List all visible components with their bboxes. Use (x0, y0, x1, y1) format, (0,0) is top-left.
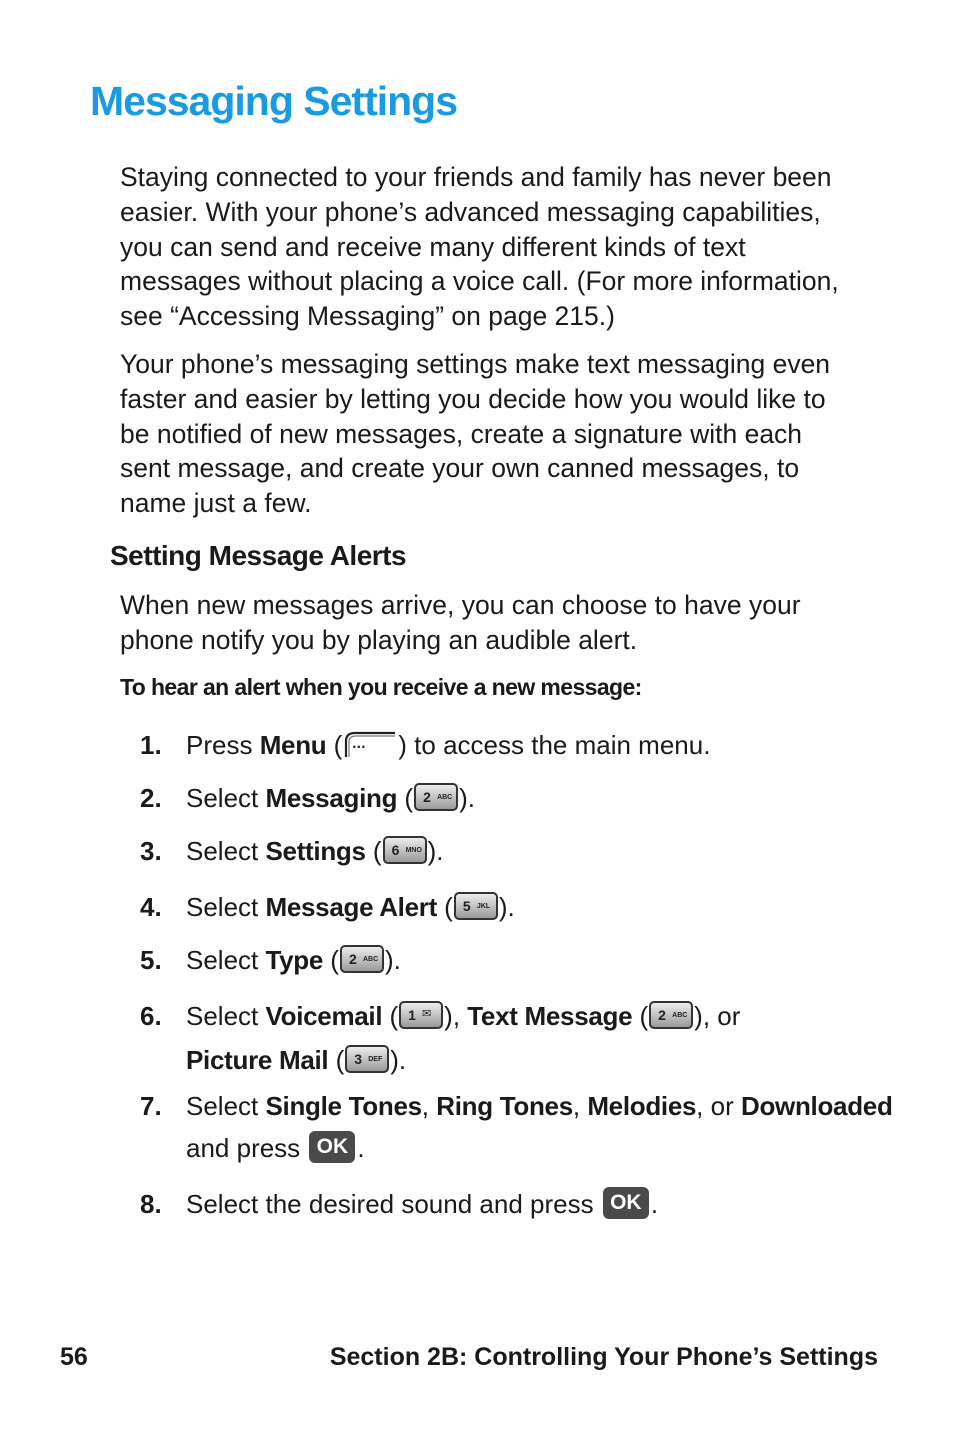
text-line: phone notify you by playing an audible alert. (120, 624, 638, 655)
menu-item-name: Voicemail (265, 1001, 383, 1031)
step-tail: Select the desired sound and press (186, 1189, 594, 1219)
option-name: Downloaded (740, 1091, 893, 1121)
step-text: Select Voicemail ( 1 ✉ ), Text Message ( 2 ABC ), or (186, 1001, 741, 1031)
step-text: Press Menu ( ··· ) to access the main menu. (186, 730, 711, 760)
step-number: 5. (140, 945, 162, 975)
step-verb: Select (186, 945, 259, 975)
step-text: Select Type ( 2 ABC ). (186, 945, 401, 975)
text-line: Your phone’s messaging settings make text messaging even (120, 349, 831, 379)
option-name: Ring Tones (436, 1091, 573, 1121)
step-verb: Select (186, 1091, 259, 1121)
step-number: 6. (140, 1001, 162, 1031)
option-name: Melodies (587, 1091, 697, 1121)
menu-item-name: Menu (259, 730, 327, 760)
menu-item-name: Messaging (265, 783, 398, 813)
text-line: When new messages arrive, you can choose to have your (120, 590, 801, 620)
menu-softkey-icon (343, 729, 397, 759)
step-verb: Press (186, 730, 253, 760)
step-verb: Select (186, 783, 259, 813)
step-tail: to access the main menu. (414, 730, 711, 760)
menu-item-name: Type (265, 945, 324, 975)
key-6-icon: 6 MNO (383, 836, 427, 864)
text-line: sent message, and create your own canned messages, to (120, 453, 800, 484)
step-text: Select Message Alert ( 5 JKL ). (186, 892, 515, 922)
step-verb: Select (186, 1001, 259, 1031)
ok-key-icon: OK (603, 1187, 649, 1219)
step-text: Select the desired sound and press OK . (186, 1189, 659, 1219)
step-text: Select Messaging ( 2 ABC ). (186, 783, 475, 813)
page-title: Messaging Settings (90, 78, 458, 124)
step-text: Select Settings ( 6 MNO ). (186, 836, 444, 866)
option-name: Single Tones (265, 1091, 422, 1121)
step-text: Select Single Tones, Ring Tones, Melodies, or Downloaded (186, 1091, 893, 1121)
step-number: 1. (140, 730, 162, 760)
ok-key-icon: OK (309, 1131, 355, 1163)
text-line: messages without placing a voice call. (For more information, (120, 266, 839, 297)
procedure-title: To hear an alert when you receive a new message: (120, 674, 642, 700)
key-3-icon: 3 DEF (345, 1045, 389, 1073)
step-text: Picture Mail ( 3 DEF ). (186, 1045, 407, 1075)
step-verb: Select (186, 892, 259, 922)
key-2-icon: 2 ABC (414, 783, 458, 811)
intro-paragraph-1 (120, 160, 880, 334)
text-line: faster and easier by letting you decide how you would like to (120, 383, 826, 414)
page-number: 56 (60, 1343, 88, 1371)
step-number: 2. (140, 783, 162, 813)
text-line: see “Accessing Messaging” on page 215.) (120, 301, 615, 332)
menu-item-name: Picture Mail (186, 1045, 329, 1075)
text-line: Staying connected to your friends and family has never been (120, 162, 832, 192)
step-number: 8. (140, 1189, 162, 1219)
text-line: you can send and receive many different kinds of text (120, 231, 746, 262)
step-verb: Select (186, 836, 259, 866)
text-line: be notified of new messages, create a signature with each (120, 418, 803, 449)
section-heading: Setting Message Alerts (110, 540, 407, 571)
key-1-voicemail-icon: 1 ✉ (399, 1001, 443, 1029)
key-5-icon: 5 JKL (454, 892, 498, 920)
step-number: 4. (140, 892, 162, 922)
step-number: 3. (140, 836, 162, 866)
intro-paragraph-2 (120, 347, 880, 521)
footer-section-title: Section 2B: Controlling Your Phone’s Settings (329, 1343, 878, 1371)
section-body (120, 588, 880, 658)
menu-item-name: Text Message (467, 1001, 633, 1031)
text-line: easier. With your phone’s advanced messaging capabilities, (120, 196, 821, 227)
step-text: and press OK . (186, 1133, 365, 1163)
menu-item-name: Message Alert (265, 892, 437, 922)
text-line: name just a few. (120, 488, 312, 519)
key-2-icon: 2 ABC (649, 1001, 693, 1029)
key-2-icon: 2 ABC (340, 945, 384, 973)
step-number: 7. (140, 1091, 162, 1121)
menu-item-name: Settings (265, 836, 366, 866)
step-tail: and press (186, 1133, 301, 1163)
svg-text:···: ··· (352, 740, 366, 755)
